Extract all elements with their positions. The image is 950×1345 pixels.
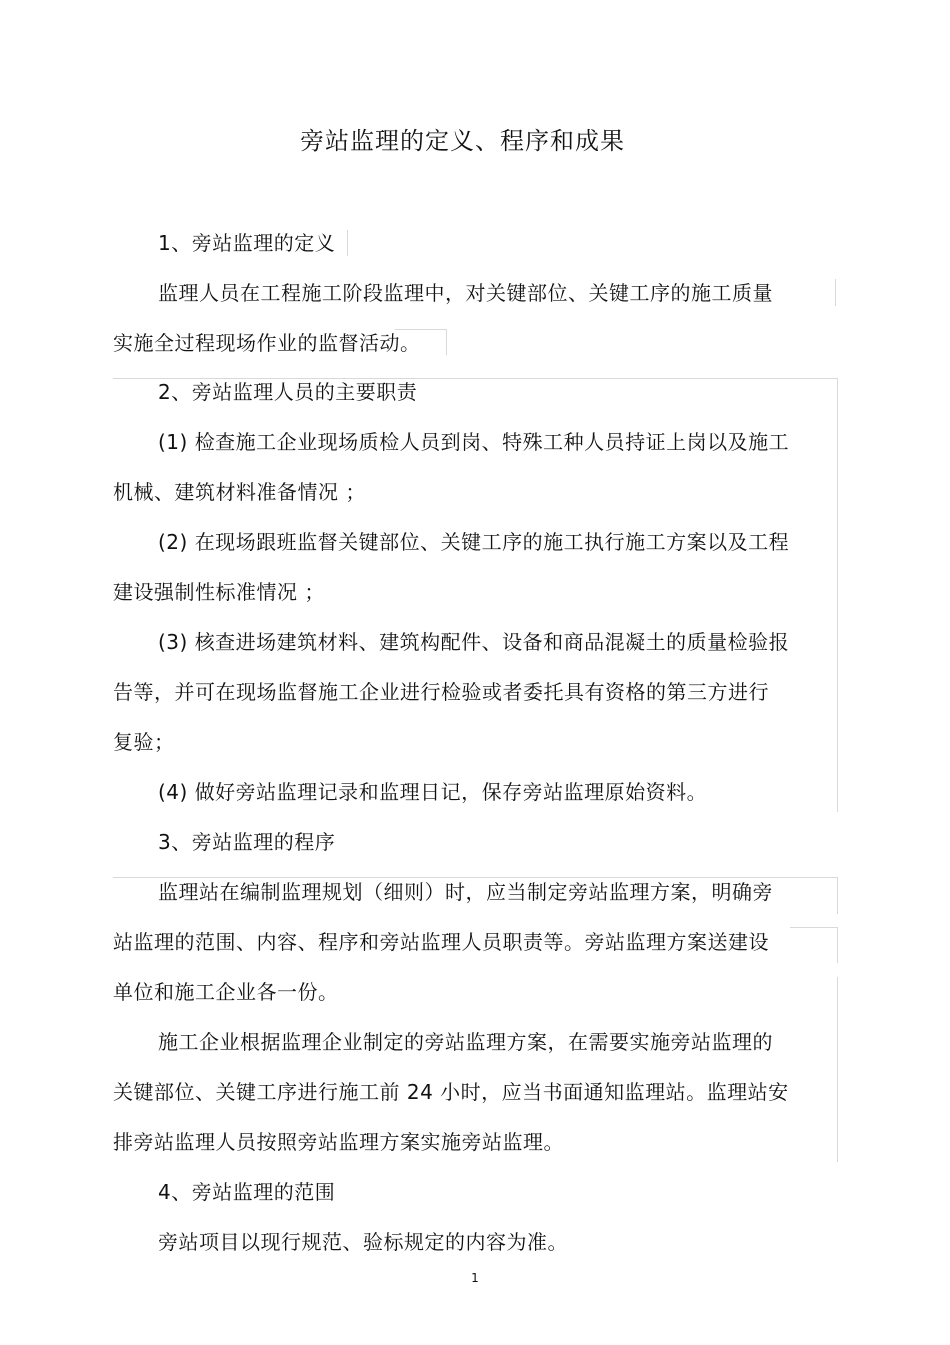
paragraph-line: 排旁站监理人员按照旁站监理方案实施旁站监理。 [113,1130,564,1154]
scan-artifact-line [790,927,838,928]
paragraph-line: 施工企业根据监理企业制定的旁站监理方案，在需要实施旁站监理的 [158,1030,773,1054]
paragraph-line: 旁站项目以现行规范、验标规定的内容为准。 [158,1230,568,1254]
paragraph-line: 单位和施工企业各一份。 [113,980,339,1004]
scan-artifact-line [837,927,838,963]
list-item-line: 机械、建筑材料准备情况 ； [113,480,366,504]
section-heading-4: 4、旁站监理的范围 [158,1180,336,1204]
scan-artifact-line [395,329,447,330]
scan-artifact-line [113,378,838,379]
scan-artifact-line [113,877,838,878]
scan-artifact-line [835,279,836,306]
section-heading-3: 3、旁站监理的程序 [158,830,336,854]
paragraph-line: 关键部位、关键工序进行施工前 24 小时，应当书面通知监理站。监理站安 [113,1080,789,1104]
scan-artifact-line [446,329,447,355]
list-item-line: (4) 做好旁站监理记录和监理日记，保存旁站监理原始资料。 [158,780,708,804]
page-number: 1 [471,1271,479,1285]
scan-artifact-line [837,877,838,914]
list-item-line: (2) 在现场跟班监督关键部位、关键工序的施工执行施工方案以及工程 [158,530,790,554]
list-item-line: 告等，并可在现场监督施工企业进行检验或者委托具有资格的第三方进行 [113,680,769,704]
paragraph-line: 监理站在编制监理规划（细则）时，应当制定旁站监理方案，明确旁 [158,880,773,904]
scan-artifact-line [837,977,838,1162]
list-item-line: (3) 核查进场建筑材料、建筑构配件、设备和商品混凝土的质量检验报 [158,630,790,654]
list-item-line: 复验； [113,730,175,754]
paragraph-line: 站监理的范围、内容、程序和旁站监理人员职责等。旁站监理方案送建设 [113,930,769,954]
scan-artifact-line [837,378,838,812]
list-item-line: (1) 检查施工企业现场质检人员到岗、特殊工种人员持证上岗以及施工 [158,430,790,454]
document-title: 旁站监理的定义、程序和成果 [300,127,625,155]
section-heading-1: 1、旁站监理的定义 [158,231,336,255]
section-heading-2: 2、旁站监理人员的主要职责 [158,380,418,404]
paragraph-line: 监理人员在工程施工阶段监理中，对关键部位、关键工序的施工质量 [158,281,773,305]
list-item-line: 建设强制性标准情况 ； [113,580,325,604]
paragraph-line: 实施全过程现场作业的监督活动。 [113,331,421,355]
scan-artifact-line [347,230,348,256]
